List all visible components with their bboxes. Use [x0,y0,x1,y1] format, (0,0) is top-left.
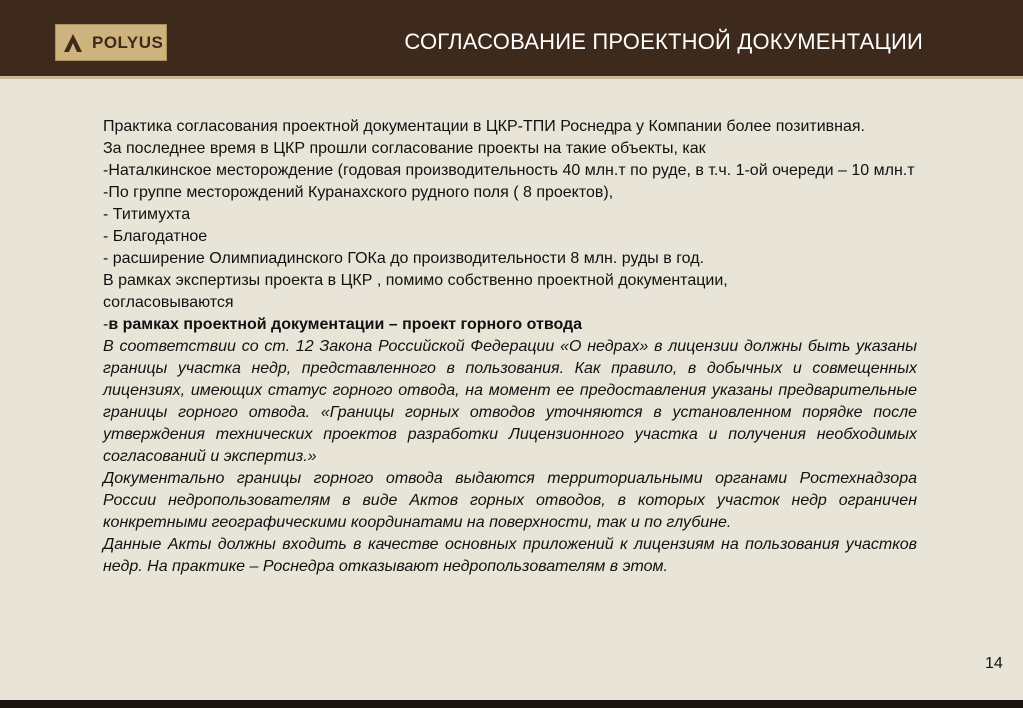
page-title: СОГЛАСОВАНИЕ ПРОЕКТНОЙ ДОКУМЕНТАЦИИ [404,29,923,54]
page-number: 14 [985,655,1003,672]
paragraph-agreed: согласовываются [103,294,234,311]
polyus-logo [55,24,167,61]
list-item-natalka: -Наталкинское месторождение (годовая производительность 40 млн.т по руде, в т.ч. 1-ой очереди – 10 млн.т [103,162,915,179]
paragraph-mining-allotment [103,314,917,336]
paragraph-law: В соответствии со ст. 12 Закона Российской Федерации «О недрах» в лицензии должны быть указаны границы участка недр, представленного в пользования. Как правило, в добычных и совмещенных лицензиях, имеющих статус горного отвода, на момент ее предоставления указаны предварительные границы горного отвода. «Границы горных отводов уточняются в установленном порядке после утверждения технических проектов разработки Лицензионного участка и получения необходимых согласований и экспертиз.» [103,338,917,465]
bold-mining-allotment: в рамках проектной документации – проект горного отвода [108,316,583,333]
logo-text: POLYUS [92,32,164,52]
header-bar [0,0,1023,79]
paragraph-acts: Данные Акты должны входить в качестве основных приложений к лицензиям на пользования участков недр. На практике – Роснедра отказывают недропользователям в этом. [103,536,917,575]
logo-mark-icon [61,32,85,54]
list-item-olimpiada: - расширение Олимпиадинского ГОКа до производительности 8 млн. руды в год. [103,250,705,267]
list-item-kuranakh: -По группе месторождений Куранахского рудного поля ( 8 проектов), [103,184,614,201]
paragraph-rostekhnadzor: Документально границы горного отвода выдаются территориальными органами Ростехнадзора России недропользователям в виде Актов горных отводов, в которых участок недр ограничен конкретными географическими координатами на поверхности, так и по глубине. [103,470,917,531]
paragraph-expertise: В рамках экспертизы проекта в ЦКР , помимо собственно проектной документации, [103,272,728,289]
list-item-titimukhta: - Титимухта [103,206,191,223]
slide-body [103,116,917,578]
list-item-blagodatnoe: - Благодатное [103,228,208,245]
footer-bar [0,700,1023,708]
paragraph-practice: Практика согласования проектной документации в ЦКР-ТПИ Роснедра у Компании более позитивная. [103,118,865,135]
paragraph-recent: За последнее время в ЦКР прошли согласование проекты на такие объекты, как [103,140,706,157]
dash-prefix: - [103,316,109,333]
